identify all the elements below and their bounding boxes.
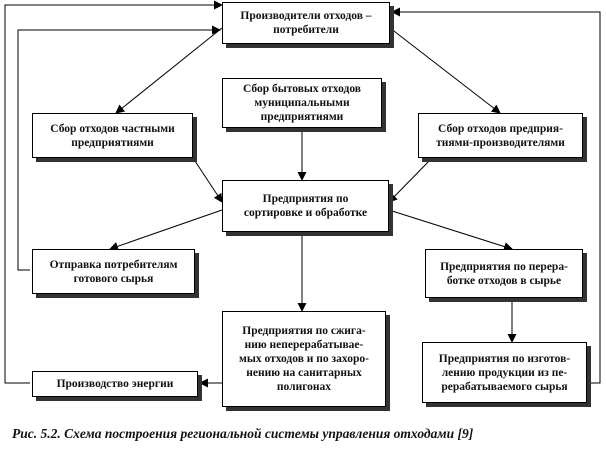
loop-energy-to-producers bbox=[5, 5, 222, 383]
node-burning-landfill: Предприятия по сжига- нию неперерабатывае- мых отходов и по захоро- нению на санитарных полигонах bbox=[222, 311, 386, 407]
node-producers-consumers: Производители отходов – потребители bbox=[222, 2, 390, 44]
node-processing: Предприятия по перера- ботке отходов в сырье bbox=[425, 249, 583, 298]
figure-caption: Рис. 5.2. Схема построения региональной системы управления отходами [9] bbox=[12, 426, 474, 441]
node-household-collection: Сбор бытовых отходов муниципальными предприятиями bbox=[222, 78, 382, 128]
node-energy: Производство энергии bbox=[32, 371, 198, 397]
arrow-sorting-to-processing bbox=[389, 210, 512, 249]
arrow-producers-to-enterprise bbox=[390, 28, 500, 113]
node-enterprise-collection: Сбор отходов предприя- тиями-производителями bbox=[418, 113, 583, 158]
node-manufacturing: Предприятия по изготов- лению продукции из пе- рерабатываемого сырья bbox=[422, 342, 587, 403]
node-sorting: Предприятия по сортировке и обработке bbox=[222, 180, 389, 232]
loop-manufacturing-to-producers bbox=[392, 12, 600, 383]
arrow-sorting-to-shipping bbox=[110, 210, 222, 249]
arrow-enterprise-to-sorting bbox=[389, 158, 432, 202]
arrow-private-to-sorting bbox=[193, 158, 222, 202]
node-private-collection: Сбор отходов частными предприятиями bbox=[32, 113, 193, 158]
arrow-producers-to-private bbox=[116, 28, 222, 113]
node-raw-shipping: Отправка потребителям готового сырья bbox=[32, 249, 195, 294]
